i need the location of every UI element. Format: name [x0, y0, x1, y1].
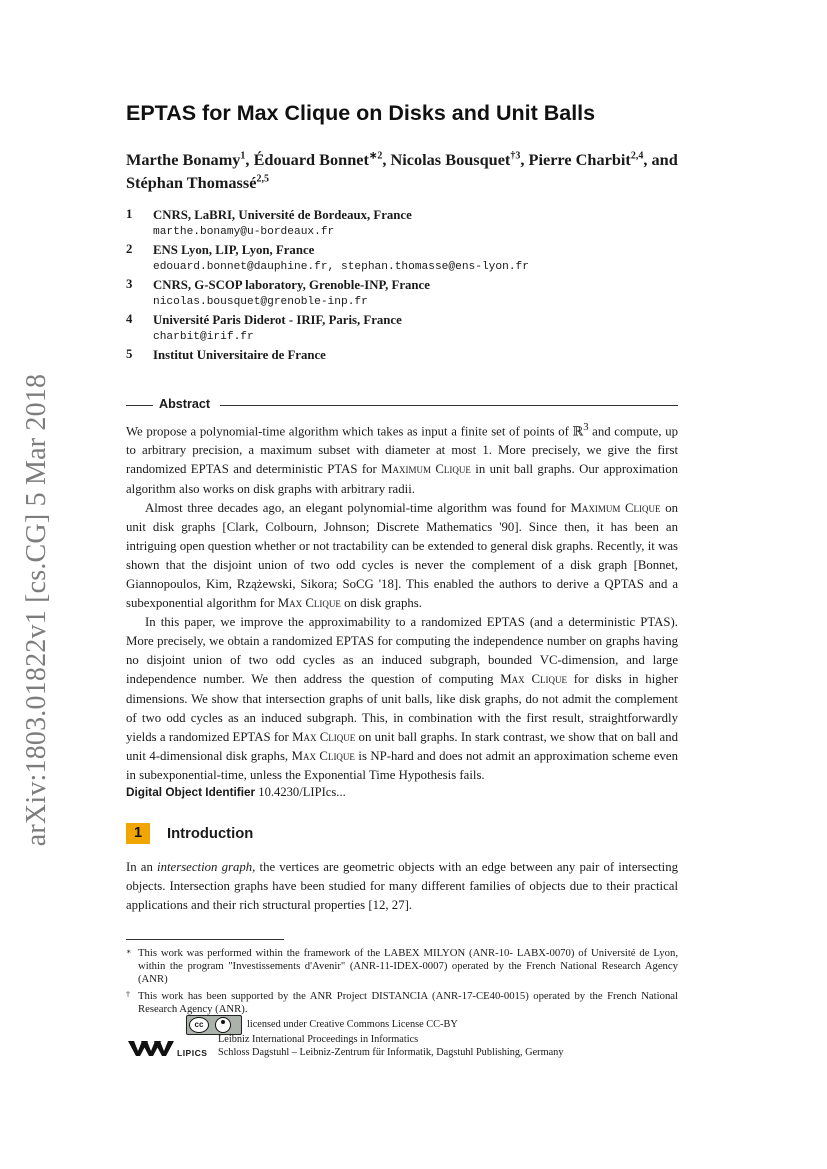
abstract-text: We propose a polynomial-time algorithm which takes as input a finite set of points of ℝ [126, 424, 584, 439]
abstract-heading-label: Abstract [159, 397, 211, 411]
affiliation-email[interactable]: marthe.bonamy@u-bordeaux.fr [153, 226, 335, 238]
author-affil-mark: ∗2 [368, 150, 383, 162]
paper-title: EPTAS for Max Clique on Disks and Unit Balls [126, 101, 596, 125]
author-conjunction: and [651, 150, 678, 169]
footnote-mark: † [126, 989, 130, 999]
abstract-text: in unit ball graphs. Our approximation algorithm also works on disk graphs with arbitrary radii. [126, 462, 678, 496]
publisher-line: Schloss Dagstuhl – Leibniz-Zentrum für Informatik, Dagstuhl Publishing, Germany [218, 1046, 564, 1058]
affiliation-item [126, 242, 686, 275]
affiliation-number: 5 [126, 347, 133, 361]
abstract-paragraph [126, 613, 678, 785]
affiliation-name: CNRS, G-SCOP laboratory, Grenoble-INP, France [153, 278, 430, 292]
proceedings-line: Leibniz International Proceedings in Informatics [218, 1034, 419, 1045]
author-affil-mark: 2,4 [630, 150, 644, 162]
publisher-name: LIPICS [177, 1048, 208, 1058]
cc-icon: cc [189, 1017, 209, 1033]
section-number-badge: 1 [126, 823, 150, 844]
intro-text: In an [126, 860, 158, 874]
affiliation-number: 4 [126, 312, 133, 326]
problem-name: Maximum Clique [381, 462, 471, 477]
intro-text: , the vertices are geometric objects with an edge between any pair of intersecting objects. Intersection graphs have been studied for many different families of objects due to their practical applications and their rich structural properties [12, 27]. [126, 860, 679, 913]
affiliation-number: 3 [126, 277, 133, 291]
abstract-text: is NP-hard and does not admit an approximation scheme even in subexponential-time, unless the Exponential Time Hypothesis fails. [126, 748, 678, 782]
doi-line [126, 785, 346, 800]
problem-name: Max Clique [292, 729, 356, 744]
author-affil-mark: 1 [240, 150, 246, 162]
affiliation-email[interactable]: edouard.bonnet@dauphine.fr, stephan.thomasse@ens-lyon.fr [153, 261, 529, 273]
superscript: 3 [583, 422, 589, 433]
affiliation-item [126, 347, 686, 364]
author-affil-mark: 2,5 [256, 173, 269, 185]
problem-name: Max Clique [277, 596, 341, 611]
author-name: Stéphan Thomassé [126, 173, 257, 192]
abstract-text: on unit disk graphs [Clark, Colbourn, Johnson; Discrete Mathematics '90]. Since then, it has been an intriguing open question whether or not tractability can be extended to general disk graphs. Recently, it was shown that the disjoint union of two odd cycles is never the complement of a disk graph [Bonnet, Giannopoulos, Kim, Rzążewski, Sikora; SoCG '18]. This enabled the authors to derive a QPTAS and a subexponential algorithm for [126, 500, 679, 611]
author-separator: , [382, 150, 387, 169]
arxiv-stamp-text: arXiv:1803.01822v1 [cs.CG] 5 Mar 2018 [21, 373, 52, 847]
author-name: Marthe Bonamy [126, 150, 241, 169]
affiliation-name: Institut Universitaire de France [153, 348, 326, 362]
author-name: Nicolas Bousquet [390, 150, 511, 169]
affiliation-item [126, 207, 686, 240]
affiliation-item [126, 277, 686, 310]
abstract-rule-right [220, 405, 678, 406]
license-text: licensed under Creative Commons License CC-BY [247, 1019, 458, 1030]
footnote-item [126, 990, 678, 1016]
author-name: Édouard Bonnet [253, 150, 369, 169]
cc-by-badge-icon[interactable] [186, 1015, 242, 1035]
affiliation-list [126, 207, 686, 366]
abstract-paragraph [126, 499, 678, 614]
abstract-paragraph [126, 418, 678, 499]
footnote-item [126, 947, 678, 987]
lipics-logo-icon [128, 1037, 174, 1057]
emphasis-term: intersection graph [157, 860, 253, 874]
arxiv-stamp [22, 370, 52, 850]
affiliation-name: ENS Lyon, LIP, Lyon, France [153, 243, 315, 257]
affiliation-email[interactable]: nicolas.bousquet@grenoble-inp.fr [153, 296, 368, 308]
footnote-rule [126, 939, 284, 940]
affiliation-number: 1 [126, 207, 133, 221]
doi-value[interactable]: 10.4230/LIPIcs... [258, 785, 346, 799]
problem-name: Maximum Clique [570, 500, 661, 515]
attribution-person-icon [215, 1017, 231, 1033]
problem-name: Max Clique [291, 748, 355, 763]
abstract-text: on disk graphs. [340, 596, 422, 611]
abstract-rule-left [126, 405, 153, 406]
author-separator: , [520, 150, 525, 169]
author-separator: , [245, 150, 250, 169]
affiliation-number: 2 [126, 242, 133, 256]
author-list [126, 148, 686, 194]
affiliation-name: Université Paris Diderot - IRIF, Paris, France [153, 313, 402, 327]
publisher-info [218, 1034, 563, 1059]
footnote-mark: ∗ [126, 947, 132, 956]
affiliation-name: CNRS, LaBRI, Université de Bordeaux, France [153, 208, 412, 222]
affiliation-item [126, 312, 686, 345]
author-affil-mark: †3 [510, 150, 521, 162]
intro-paragraph [126, 858, 678, 915]
author-name: Pierre Charbit [528, 150, 631, 169]
abstract-text: In this paper, we improve the approximability to a randomized EPTAS (and a deterministic PTAS). More precisely, we obtain a randomized EPTAS for computing the independence number on graphs having no disjoint union of two odd cycles as an induced subgraph, bounded VC-dimension, and large independence number. We then address the question of computing [126, 615, 678, 687]
section-title: Introduction [167, 826, 254, 842]
abstract-text: and compute, up to arbitrary precision, a maximum subset with diameter at most 1. More precisely, we give the first randomized EPTAS and deterministic PTAS for [126, 424, 678, 477]
footnote-text: This work has been supported by the ANR Project DISTANCIA (ANR-17-CE40-0015) operated by the French National Research Agency (ANR). [138, 989, 678, 1015]
footnote-list [126, 947, 678, 1019]
abstract-text: on unit ball graphs. In stark contrast, we show that on ball and unit 4-dimensional disk graphs, [126, 729, 678, 763]
doi-label: Digital Object Identifier [126, 785, 256, 799]
author-separator: , [643, 150, 648, 169]
footnote-text: This work was performed within the framework of the LABEX MILYON (ANR-10- LABX-0070) of Université de Lyon, within the program "Investissements d'Avenir" (ANR-11-IDEX-0007) operated by the French National Research Agency (ANR) [138, 947, 678, 986]
abstract-text: Almost three decades ago, an elegant polynomial-time algorithm was found for [145, 500, 571, 515]
affiliation-email[interactable]: charbit@irif.fr [153, 331, 254, 343]
abstract-body [126, 418, 678, 785]
problem-name: Max Clique [500, 672, 567, 687]
abstract-text: for disks in higher dimensions. We show that intersection graphs of unit balls, like disk graphs, do not admit the complement of two odd cycles as an induced subgraph. This, in combination with the first result, straightforwardly yields a randomized EPTAS for [126, 672, 678, 744]
abstract-heading [126, 397, 678, 413]
